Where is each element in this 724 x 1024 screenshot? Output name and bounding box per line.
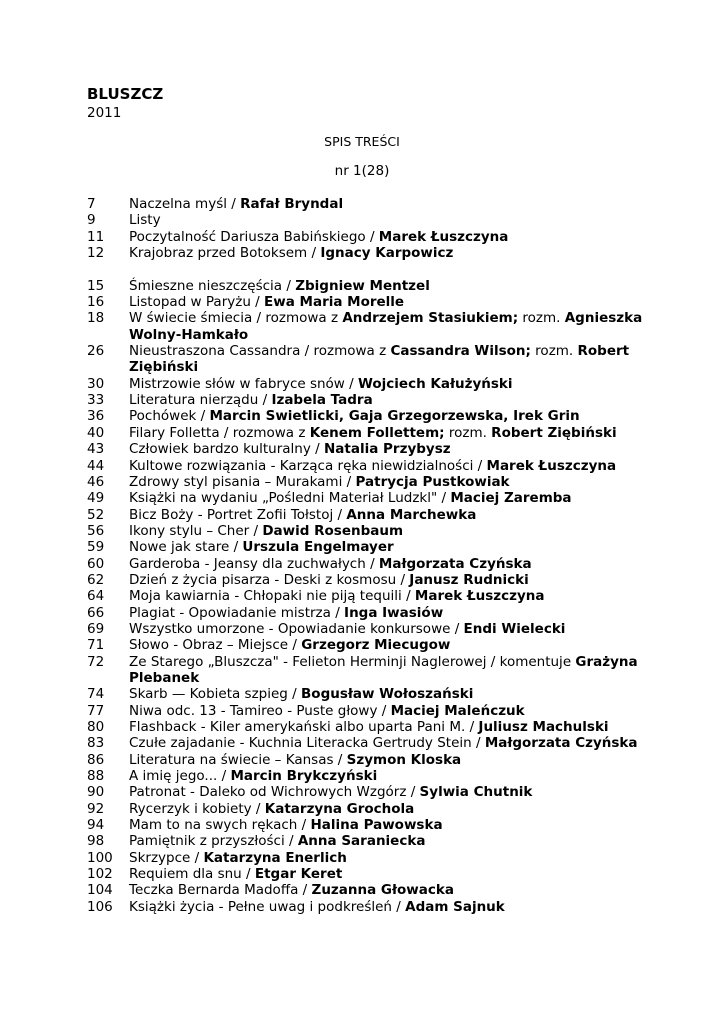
toc-author: Katarzyna Enerlich xyxy=(203,849,347,866)
toc-page-number: 77 xyxy=(87,702,105,719)
toc-entry-text xyxy=(129,376,647,392)
toc-entry xyxy=(87,899,647,915)
toc-author: Adam Sajnuk xyxy=(405,898,505,915)
toc-heading: SPIS TREŚCI xyxy=(324,134,400,149)
toc-author: Katarzyna Grochola xyxy=(264,800,415,817)
toc-entry-text xyxy=(129,458,647,474)
toc-entry xyxy=(87,621,647,637)
toc-page-number: 62 xyxy=(87,571,105,588)
toc-author: Marcin Brykczyński xyxy=(230,768,378,785)
toc-entry-text xyxy=(129,654,647,687)
toc-page-number: 69 xyxy=(87,620,105,637)
toc-entry-text xyxy=(129,507,647,523)
toc-title: W świecie śmiecia / rozmowa z xyxy=(129,310,343,327)
toc-entry xyxy=(87,719,647,735)
toc-page-number: 72 xyxy=(87,653,105,670)
toc-page-number: 94 xyxy=(87,817,105,834)
toc-entry xyxy=(87,686,647,702)
toc-page-number: 102 xyxy=(87,866,113,883)
masthead xyxy=(87,85,163,122)
toc-entry xyxy=(87,294,647,310)
toc-title: Zdrowy styl pisania – Murakami / xyxy=(129,473,356,490)
toc-page-number: 15 xyxy=(87,277,105,294)
toc-title: Listopad w Paryżu / xyxy=(129,294,265,311)
toc-page-number: 44 xyxy=(87,457,105,474)
toc-author: Etgar Keret xyxy=(254,866,343,883)
toc-author: Robert Ziębiński xyxy=(129,343,630,376)
toc-author: Ignacy Karpowicz xyxy=(320,245,454,262)
toc-entry-text xyxy=(129,817,647,833)
toc-title: Garderoba - Jeansy dla zuchwałych / xyxy=(129,555,379,572)
toc-title: Pochówek / xyxy=(129,408,210,425)
toc-entry-text xyxy=(129,278,647,294)
toc-page-number: 60 xyxy=(87,555,105,572)
toc-entry xyxy=(87,310,647,343)
toc-title: Skrzypce / xyxy=(129,849,204,866)
toc-entry xyxy=(87,343,647,376)
toc-entry xyxy=(87,866,647,882)
toc-page-number: 106 xyxy=(87,898,113,915)
toc-author: Marcin Swietlicki, Gaja Grzegorzewska, Irek Grin xyxy=(209,408,580,425)
toc-entry-text xyxy=(129,784,647,800)
toc-entry xyxy=(87,245,647,261)
toc-page-number: 92 xyxy=(87,800,105,817)
toc-entry-text xyxy=(129,572,647,588)
toc-title: Requiem dla snu / xyxy=(129,866,255,883)
toc-page-number: 26 xyxy=(87,343,105,360)
toc-title: Ze Starego „Bluszcza" - Felieton Herminji Naglerowej / komentuje xyxy=(129,653,576,670)
toc-title: Plagiat - Opowiadanie mistrza / xyxy=(129,604,345,621)
issue-number: nr 1(28) xyxy=(334,163,390,179)
toc-author: Bogusław Wołoszański xyxy=(301,686,474,703)
magazine-year: 2011 xyxy=(87,105,122,121)
toc-entry-text xyxy=(129,229,647,245)
toc-author: Janusz Rudnicki xyxy=(409,571,529,588)
toc-title: Nowe jak stare / xyxy=(129,539,243,556)
toc-author: Cassandra Wilson; xyxy=(390,343,531,360)
toc-page-number: 7 xyxy=(87,196,96,212)
toc-entry-text xyxy=(129,605,647,621)
toc-entry-text xyxy=(129,735,647,751)
toc-title: Mistrzowie słów w fabryce snów / xyxy=(129,375,358,392)
toc-entry-text xyxy=(129,392,647,408)
toc-entry xyxy=(87,784,647,800)
toc-page-number: 66 xyxy=(87,604,105,621)
toc-page-number: 9 xyxy=(87,212,96,229)
toc-list xyxy=(87,196,647,915)
toc-page-number: 30 xyxy=(87,375,105,392)
toc-author: Maciej Zaremba xyxy=(450,490,572,507)
toc-author: Szymon Kloska xyxy=(346,751,462,768)
toc-title: Flashback - Kiler amerykański albo uparta Pani M. / xyxy=(129,719,479,735)
toc-entry-text xyxy=(129,343,647,376)
toc-entry xyxy=(87,817,647,833)
toc-author: Natalia Przybysz xyxy=(324,441,451,458)
toc-title: Listy xyxy=(129,212,161,229)
toc-page-number: 18 xyxy=(87,310,105,327)
toc-page-number: 83 xyxy=(87,735,105,752)
toc-entry-text xyxy=(129,539,647,555)
toc-page-number: 59 xyxy=(87,539,105,556)
toc-title: rozm. xyxy=(518,310,565,327)
toc-entry xyxy=(87,392,647,408)
toc-author: Inga Iwasiów xyxy=(344,604,444,621)
toc-entry xyxy=(87,441,647,457)
toc-entry-text xyxy=(129,441,647,457)
toc-title: Patronat - Daleko od Wichrowych Wzgórz / xyxy=(129,784,420,801)
toc-title: Nieustraszona Cassandra / rozmowa z xyxy=(129,343,391,360)
toc-author: Grzegorz Miecugow xyxy=(301,637,451,654)
toc-title: Dzień z życia pisarza - Deski z kosmosu / xyxy=(129,571,410,588)
toc-entry-text xyxy=(129,768,647,784)
toc-entry xyxy=(87,539,647,555)
toc-author: Grażyna Plebanek xyxy=(129,653,638,686)
toc-title: Książki życia - Pełne uwag i podkreśleń / xyxy=(129,898,406,915)
toc-entry-text xyxy=(129,719,647,735)
toc-entry xyxy=(87,229,647,245)
toc-page-number: 16 xyxy=(87,294,105,311)
toc-page-number: 49 xyxy=(87,490,105,507)
toc-page-number: 56 xyxy=(87,522,105,539)
toc-title: Niwa odc. 13 - Tamireo - Puste głowy / xyxy=(129,702,391,719)
toc-author: Rafał Bryndal xyxy=(240,196,344,212)
toc-author: Sylwia Chutnik xyxy=(419,784,533,801)
magazine-title: BLUSZCZ xyxy=(87,85,164,103)
toc-page-number: 33 xyxy=(87,392,105,409)
toc-author: Maciej Maleńczuk xyxy=(390,702,525,719)
toc-entry-text xyxy=(129,686,647,702)
toc-title: Słowo - Obraz – Miejsce / xyxy=(129,637,302,654)
toc-author: Urszula Engelmayer xyxy=(242,539,394,556)
toc-title: Filary Folletta / rozmowa z xyxy=(129,424,310,441)
toc-title: Literatura nierządu / xyxy=(129,392,272,409)
toc-page-number: 11 xyxy=(87,228,105,245)
toc-page-number: 52 xyxy=(87,506,105,523)
toc-entry-text xyxy=(129,474,647,490)
toc-entry-text xyxy=(129,621,647,637)
toc-page-number: 64 xyxy=(87,588,105,605)
toc-entry xyxy=(87,588,647,604)
toc-entry xyxy=(87,572,647,588)
toc-entry xyxy=(87,278,647,294)
toc-page-number: 74 xyxy=(87,686,105,703)
toc-page-number: 104 xyxy=(87,882,113,899)
toc-title: rozm. xyxy=(530,343,578,360)
toc-page-number: 88 xyxy=(87,768,105,785)
toc-entry xyxy=(87,408,647,424)
toc-author: Halina Pawowska xyxy=(310,817,443,834)
toc-title: Mam to na swych rękach / xyxy=(129,817,311,834)
toc-author: Małgorzata Czyńska xyxy=(484,735,638,752)
toc-author: Kenem Follettem; xyxy=(309,424,445,441)
toc-entry-text xyxy=(129,752,647,768)
toc-entry-text xyxy=(129,408,647,424)
toc-entry xyxy=(87,654,647,687)
toc-entry-text xyxy=(129,523,647,539)
toc-author: Dawid Rosenbaum xyxy=(262,522,404,539)
toc-entry-text xyxy=(129,899,647,915)
toc-entry xyxy=(87,523,647,539)
toc-entry xyxy=(87,196,647,212)
toc-entry-text xyxy=(129,637,647,653)
toc-entry-text xyxy=(129,866,647,882)
toc-entry-text xyxy=(129,310,647,343)
toc-page-number: 80 xyxy=(87,719,105,735)
toc-entry xyxy=(87,425,647,441)
toc-author: Juliusz Machulski xyxy=(478,719,609,735)
toc-entry xyxy=(87,703,647,719)
toc-page-number: 71 xyxy=(87,637,105,654)
toc-title: rozm. xyxy=(444,424,492,441)
toc-title: Ikony stylu – Cher / xyxy=(129,522,263,539)
toc-page-number: 86 xyxy=(87,751,105,768)
toc-title: Kultowe rozwiązania - Karząca ręka niewidzialności / xyxy=(129,457,487,474)
toc-entry xyxy=(87,752,647,768)
toc-title: Pamiętnik z przyszłości / xyxy=(129,833,298,850)
toc-author: Robert Ziębiński xyxy=(491,424,617,441)
toc-entry-text xyxy=(129,833,647,849)
toc-entry xyxy=(87,474,647,490)
toc-entry-text xyxy=(129,801,647,817)
toc-page-number: 100 xyxy=(87,849,113,866)
toc-author: Andrzejem Stasiukiem; xyxy=(342,310,519,327)
toc-entry-text xyxy=(129,425,647,441)
toc-entry-text xyxy=(129,212,647,228)
toc-title: Teczka Bernarda Madoffa / xyxy=(129,882,312,899)
toc-author: Endi Wielecki xyxy=(463,620,566,637)
toc-author: Zbigniew Mentzel xyxy=(295,277,430,294)
toc-entry-text xyxy=(129,588,647,604)
toc-entry xyxy=(87,605,647,621)
toc-author: Marek Łuszczyna xyxy=(378,228,509,245)
toc-author: Małgorzata Czyńska xyxy=(378,555,532,572)
toc-entry xyxy=(87,458,647,474)
toc-page-number: 46 xyxy=(87,473,105,490)
toc-author: Anna Saraniecka xyxy=(297,833,426,850)
toc-title: Poczytalność Dariusza Babińskiego / xyxy=(129,228,379,245)
toc-entry xyxy=(87,833,647,849)
toc-title: Wszystko umorzone - Opowiadanie konkursowe / xyxy=(129,620,464,637)
toc-entry-text xyxy=(129,294,647,310)
toc-author: Wojciech Kałużyński xyxy=(357,375,513,392)
toc-author: Zuzanna Głowacka xyxy=(311,882,454,899)
toc-entry xyxy=(87,376,647,392)
toc-title: Człowiek bardzo kulturalny / xyxy=(129,441,324,458)
toc-entry xyxy=(87,490,647,506)
toc-title: Krajobraz przed Botoksem / xyxy=(129,245,321,262)
toc-page-number: 36 xyxy=(87,408,105,425)
toc-title: Literatura na świecie – Kansas / xyxy=(129,751,347,768)
toc-entry xyxy=(87,882,647,898)
toc-entry xyxy=(87,637,647,653)
toc-title: Bicz Boży - Portret Zofii Tołstoj / xyxy=(129,506,347,523)
toc-entry-text xyxy=(129,490,647,506)
toc-entry-text xyxy=(129,703,647,719)
toc-entry-text xyxy=(129,850,647,866)
toc-author: Patrycja Pustkowiak xyxy=(355,473,510,490)
toc-entry-text xyxy=(129,196,647,212)
toc-entry-text xyxy=(129,882,647,898)
toc-entry xyxy=(87,735,647,751)
toc-author: Izabela Tadra xyxy=(271,392,373,409)
toc-entry-text xyxy=(129,245,647,261)
toc-page-number: 12 xyxy=(87,245,105,262)
toc-title: Naczelna myśl / xyxy=(129,196,241,212)
toc-entry xyxy=(87,801,647,817)
toc-title: Rycerzyk i kobiety / xyxy=(129,800,265,817)
toc-page-number: 43 xyxy=(87,441,105,458)
toc-entry xyxy=(87,850,647,866)
toc-entry xyxy=(87,507,647,523)
toc-title: A imię jego... / xyxy=(129,768,231,785)
toc-title: Skarb — Kobieta szpieg / xyxy=(129,686,301,703)
toc-author: Marek Łuszczyna xyxy=(486,457,617,474)
toc-page-number: 90 xyxy=(87,784,105,801)
toc-title: Książki na wydaniu „Pośledni Materiał Ludzkl" / xyxy=(129,490,451,507)
toc-title: Śmieszne nieszczęścia / xyxy=(129,277,296,294)
toc-page-number: 40 xyxy=(87,424,105,441)
toc-entry xyxy=(87,212,647,228)
toc-entry xyxy=(87,556,647,572)
toc-author: Marek Łuszczyna xyxy=(414,588,545,605)
toc-author: Ewa Maria Morelle xyxy=(264,294,405,311)
toc-author: Agnieszka Wolny-Hamkało xyxy=(129,310,643,343)
toc-title: Moja kawiarnia - Chłopaki nie piją tequili / xyxy=(129,588,415,605)
toc-author: Anna Marchewka xyxy=(346,506,477,523)
toc-page-number: 98 xyxy=(87,833,105,850)
toc-title: Czułe zajadanie - Kuchnia Literacka Gertrudy Stein / xyxy=(129,735,485,752)
toc-entry-text xyxy=(129,556,647,572)
toc-entry xyxy=(87,768,647,784)
